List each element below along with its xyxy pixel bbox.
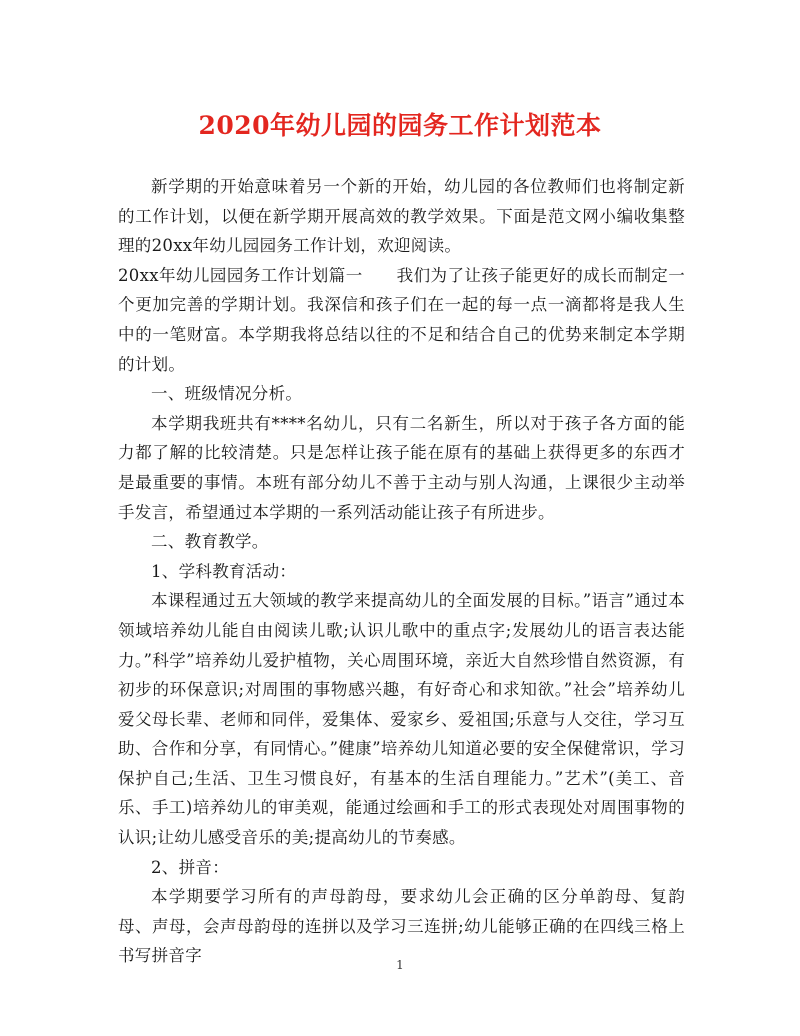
paragraph-class-analysis: 本学期我班共有****名幼儿，只有二名新生，所以对于孩子各方面的能力都了解的比较清楚。只是怎样让孩子能在原有的基础上获得更多的东西才是最重要的事情。本班有部分幼儿不善于主动与别人沟通，上课很少主动举手发言，希望通过本学期的一系列活动能让孩子有所进步。 [118, 413, 685, 522]
page-number: 1 [396, 958, 404, 972]
paragraph-pinyin: 本学期要学习所有的声母韵母，要求幼儿会正确的区分单韵母、复韵母、声母，会声母韵母的连拼以及学习三连拼;幼儿能够正确的在四线三格上书写拼音字 [118, 887, 685, 966]
heading-class-analysis: 一、班级情况分析。 [151, 384, 303, 404]
heading-pinyin: 2、拼音： [151, 857, 229, 877]
heading-education-teaching: 二、教育教学。 [151, 532, 269, 552]
document-title: 2020年幼儿园的园务工作计划范本 [198, 111, 602, 140]
document-body [118, 172, 685, 971]
paragraph-intro: 新学期的开始意味着另一个新的开始，幼儿园的各位教师们也将制定新的工作计划，以便在新学期开展高效的教学效果。下面是范文网小编收集整理的20xx年幼儿园园务工作计划，欢迎阅读。 [118, 177, 685, 256]
paragraph-subject-activities: 本课程通过五大领域的教学来提高幼儿的全面发展的目标。”语言”通过本领域培养幼儿能自由阅读儿歌;认识儿歌中的重点字;发展幼儿的语言表达能力。”科学”培养幼儿爱护植物，关心周围环境，亲近大自然珍惜自然资源，有初步的环保意识;对周围的事物感兴趣，有好奇心和求知欲。”社会”培养幼儿爱父母长辈、老师和同伴，爱集体、爱家乡、爱祖国;乐意与人交往，学习互助、合作和分享，有同情心。”健康”培养幼儿知道必要的安全保健常识，学习保护自己;生活、卫生习惯良好，有基本的生活自理能力。”艺术”(美工、音乐、手工)培养幼儿的审美观，能通过绘画和手工的形式表现处对周围事物的认识;让幼儿感受音乐的美;提高幼儿的节奏感。 [118, 591, 685, 848]
heading-subject-activities: 1、学科教育活动： [151, 561, 297, 581]
paragraph-plan-one: 20xx年幼儿园园务工作计划篇一 我们为了让孩子能更好的成长而制定一个更加完善的学期计划。我深信和孩子们在一起的每一点一滴都将是我人生中的一笔财富。本学期我将总结以往的不足和结合自己的优势来制定本学期的计划。 [118, 265, 685, 374]
